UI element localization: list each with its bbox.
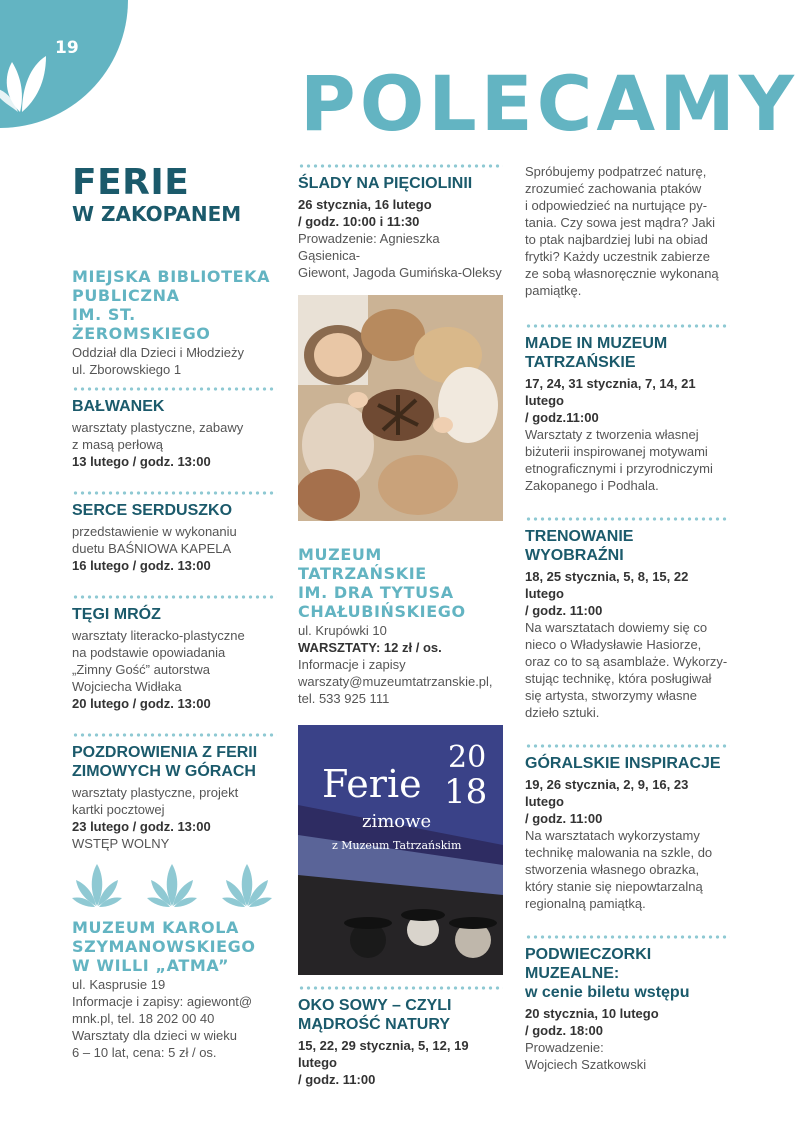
event-date: 17, 24, 31 stycznia, 7, 14, 21 lutego xyxy=(525,376,696,408)
event-date: 26 stycznia, 16 lutego xyxy=(298,197,432,212)
event-desc: warsztaty plastyczne, zabawy xyxy=(72,420,244,435)
leaf-ornament-icon xyxy=(222,862,272,908)
event-title: SERCE SERDUSZKO xyxy=(72,502,233,519)
event-date: 15, 22, 29 stycznia, 5, 12, 19 lutego xyxy=(298,1038,469,1070)
event-desc: nieco o Władysławie Hasiorze, xyxy=(525,637,702,652)
leaf-ornament-icon xyxy=(72,862,122,908)
dotted-divider xyxy=(525,934,730,940)
event-title: ŚLADY NA PIĘCIOLINII xyxy=(298,175,473,192)
event-block xyxy=(525,527,730,721)
event-note: WSTĘP WOLNY xyxy=(72,836,170,851)
event-block xyxy=(525,945,730,1073)
event-date: / godz. 11:00 xyxy=(525,603,603,618)
event-desc: duetu BAŚNIOWA KAPELA xyxy=(72,541,232,556)
event-block xyxy=(525,754,730,912)
event-desc: biżuterii inspirowanej motywami xyxy=(525,444,708,459)
intro-text xyxy=(525,163,730,299)
column-middle xyxy=(298,163,503,1088)
intro-line: Spróbujemy podpatrzeć naturę, xyxy=(525,164,707,179)
institution-name: IM. ST. ŻEROMSKIEGO xyxy=(72,305,211,343)
event-date: 23 lutego / godz. 13:00 xyxy=(72,819,211,834)
event-title: MĄDROŚĆ NATURY xyxy=(298,1016,450,1033)
institution-name: TATRZAŃSKIE xyxy=(298,564,427,583)
event-block xyxy=(298,996,503,1088)
event-desc: Warsztaty z tworzenia własnej xyxy=(525,427,699,442)
event-title: POZDROWIENIA Z FERII xyxy=(72,744,258,761)
event-title: GÓRALSKIE INSPIRACJE xyxy=(525,755,721,772)
column-left xyxy=(72,162,277,1061)
event-block xyxy=(298,174,503,281)
page-heading: POLECAMY xyxy=(300,59,798,148)
institution-name: MIEJSKA BIBLIOTEKA xyxy=(72,267,271,286)
event-desc: przedstawienie w wykonaniu xyxy=(72,524,237,539)
price-line: WARSZTATY: 12 zł / os. xyxy=(298,640,442,655)
poster-subtitle: zimowe xyxy=(362,811,432,832)
library-block xyxy=(72,267,277,378)
event-title: MUZEALNE: xyxy=(525,965,620,982)
museum-block xyxy=(298,545,503,707)
photo-illustration xyxy=(298,295,503,521)
event-block xyxy=(72,501,277,574)
event-date: 18, 25 stycznia, 5, 8, 15, 22 lutego xyxy=(525,569,689,601)
section-title: FERIE xyxy=(72,162,190,203)
event-desc: Prowadzenie: xyxy=(525,1040,604,1055)
event-title: BAŁWANEK xyxy=(72,398,165,415)
dotted-divider xyxy=(72,490,277,496)
page-number: 19 xyxy=(55,38,79,58)
dotted-divider xyxy=(72,732,277,738)
event-desc: stworzenia własnego obrazka, xyxy=(525,862,700,877)
intro-line: ze sobą własnoręcznie wykonaną xyxy=(525,266,719,281)
event-block xyxy=(72,397,277,470)
dotted-divider xyxy=(525,323,730,329)
institution-name: MUZEUM xyxy=(298,545,382,564)
dotted-divider xyxy=(298,985,503,991)
event-title: PODWIECZORKI xyxy=(525,946,652,963)
event-desc: na podstawie opowiadania xyxy=(72,645,226,660)
dotted-divider xyxy=(72,594,277,600)
event-desc: Na warsztatach dowiemy się co xyxy=(525,620,708,635)
event-desc: kartki pocztowej xyxy=(72,802,165,817)
leaf-ornament-row xyxy=(72,862,272,908)
event-desc: dzieło sztuki. xyxy=(525,705,600,720)
institution-name: SZYMANOWSKIEGO xyxy=(72,937,256,956)
address-line: ul. Krupówki 10 xyxy=(298,623,387,638)
intro-line: tania. Czy sowa jest mądra? Jaki xyxy=(525,215,716,230)
dotted-divider xyxy=(525,743,730,749)
intro-line: zrozumieć zachowania ptaków xyxy=(525,181,702,196)
info-line: 6 – 10 lat, cena: 5 zł / os. xyxy=(72,1045,217,1060)
event-title: TRENOWANIE xyxy=(525,528,634,545)
event-title: ZIMOWYCH W GÓRACH xyxy=(72,763,256,780)
address-line: Oddział dla Dzieci i Młodzieży xyxy=(72,345,244,360)
event-desc: Na warsztatach wykorzystamy xyxy=(525,828,700,843)
dotted-divider xyxy=(298,163,503,169)
ferie-poster xyxy=(298,725,503,975)
event-date: / godz.11:00 xyxy=(525,410,599,425)
event-date: / godz. 10:00 i 11:30 xyxy=(298,214,420,229)
event-date: / godz. 11:00 xyxy=(525,811,603,826)
institution-name: CHAŁUBIŃSKIEGO xyxy=(298,602,466,621)
event-title: WYOBRAŹNI xyxy=(525,547,624,564)
event-title: OKO SOWY – CZYLI xyxy=(298,997,452,1014)
info-line: Warsztaty dla dzieci w wieku xyxy=(72,1028,237,1043)
event-date: 16 lutego / godz. 13:00 xyxy=(72,558,211,573)
event-subtitle: w cenie biletu wstępu xyxy=(525,984,690,1001)
event-desc: stując technikę, która posługiwał xyxy=(525,671,712,686)
event-date: / godz. 18:00 xyxy=(525,1023,604,1038)
dotted-divider xyxy=(525,516,730,522)
institution-name: IM. DRA TYTUSA xyxy=(298,583,454,602)
poster-title: Ferie xyxy=(322,762,422,806)
dotted-divider xyxy=(72,386,277,392)
event-desc: z masą perłową xyxy=(72,437,164,452)
poster-year-bottom: 18 xyxy=(444,772,488,812)
event-date: 13 lutego / godz. 13:00 xyxy=(72,454,211,469)
intro-line: to ptak najbardziej lubi na obiad xyxy=(525,232,708,247)
event-block xyxy=(72,743,277,852)
section-subtitle: W ZAKOPANEM xyxy=(72,202,242,226)
intro-line: pamiątkę. xyxy=(525,283,582,298)
event-desc: Giewont, Jagoda Gumińska-Oleksy xyxy=(298,265,502,280)
event-title: TATRZAŃSKIE xyxy=(525,354,636,371)
column-right xyxy=(525,163,730,1073)
event-desc: Prowadzenie: Agnieszka Gąsienica- xyxy=(298,231,440,263)
intro-line: frytki? Każdy uczestnik zabierze xyxy=(525,249,710,264)
poster-byline: z Muzeum Tatrzańskim xyxy=(332,839,462,852)
event-desc: Wojciech Szatkowski xyxy=(525,1057,647,1072)
info-line: Informacje i zapisy: agiewont@ xyxy=(72,994,253,1009)
event-title: TĘGI MRÓZ xyxy=(72,606,161,623)
event-desc: warsztaty literacko-plastyczne xyxy=(72,628,245,643)
event-desc: regionalną pamiątką. xyxy=(525,896,646,911)
event-date: / godz. 11:00 xyxy=(298,1072,376,1087)
event-desc: Wojciecha Widłaka xyxy=(72,679,182,694)
event-title: MADE IN MUZEUM xyxy=(525,335,668,352)
event-desc: technikę malowania na szkle, do xyxy=(525,845,713,860)
institution-name: W WILLI „ATMA” xyxy=(72,956,230,975)
poster-year-top: 20 xyxy=(448,740,487,775)
event-date: 20 stycznia, 10 lutego xyxy=(525,1006,659,1021)
info-line: Informacje i zapisy xyxy=(298,657,406,672)
info-line: mnk.pl, tel. 18 202 00 40 xyxy=(72,1011,215,1026)
institution-name: PUBLICZNA xyxy=(72,286,180,305)
page-corner-decoration xyxy=(0,0,128,128)
info-line: warszaty@muzeumtatrzanskie.pl, xyxy=(298,674,493,689)
leaf-ornament-icon xyxy=(147,862,197,908)
address-line: ul. Zborowskiego 1 xyxy=(72,362,182,377)
event-block xyxy=(525,334,730,494)
event-desc: oraz co to są asamblaże. Wykorzy- xyxy=(525,654,728,669)
event-desc: się artysta, stworzymy własne xyxy=(525,688,697,703)
event-desc: warsztaty plastyczne, projekt xyxy=(72,785,239,800)
event-desc: który stanie się niepowtarzalną xyxy=(525,879,703,894)
event-date: 19, 26 stycznia, 2, 9, 16, 23 lutego xyxy=(525,777,689,809)
institution-name: MUZEUM KAROLA xyxy=(72,918,240,937)
event-desc: „Zimny Gość” autorstwa xyxy=(72,662,210,677)
museum-block xyxy=(72,918,277,1061)
event-desc: Zakopanego i Podhala. xyxy=(525,478,659,493)
poster-illustration xyxy=(298,725,503,975)
intro-line: i odpowiedzieć na nurtujące py- xyxy=(525,198,708,213)
event-date: 20 lutego / godz. 13:00 xyxy=(72,696,211,711)
info-line: ul. Kasprusie 19 xyxy=(72,977,166,992)
info-line: tel. 533 925 111 xyxy=(298,691,390,706)
event-block xyxy=(72,605,277,712)
children-workshop-photo xyxy=(298,295,503,521)
event-desc: etnograficznymi i przyrodniczymi xyxy=(525,461,713,476)
